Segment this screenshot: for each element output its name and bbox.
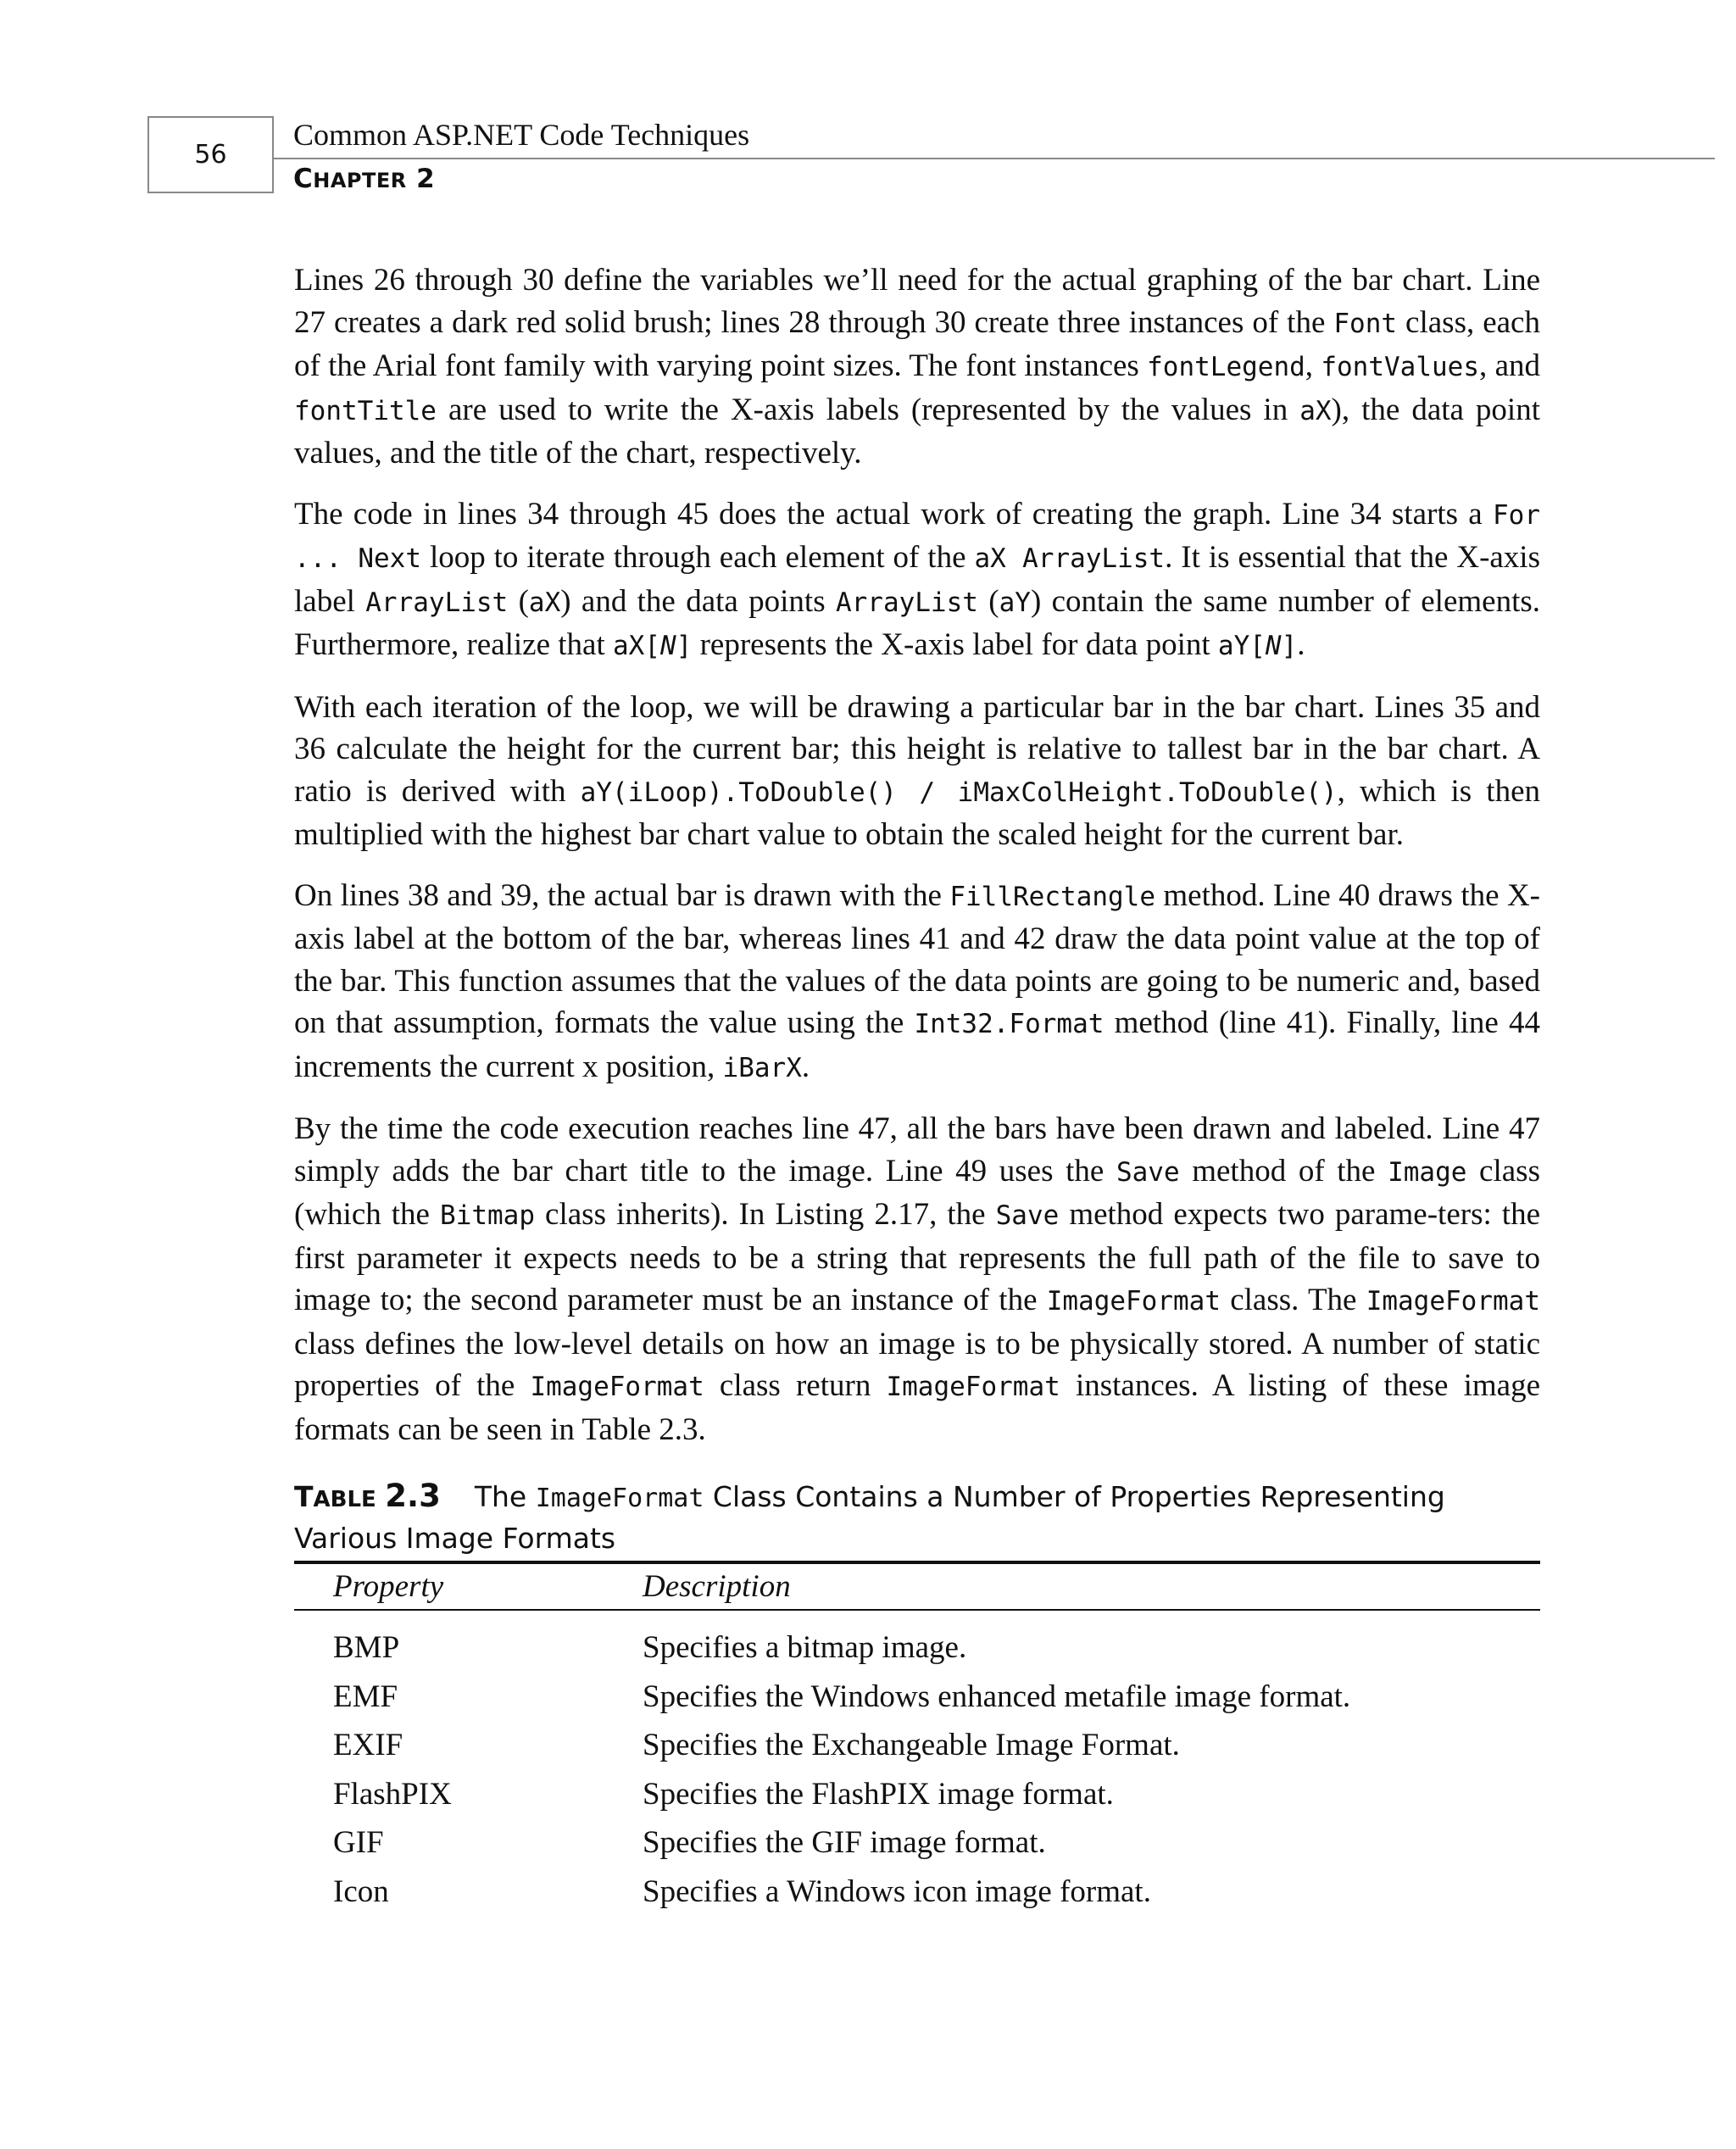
p2-code-part: N: [660, 631, 676, 661]
chapter-label: [293, 164, 435, 194]
p1-text: are used to write the X-axis labels (represented by the values in: [436, 392, 1300, 427]
chapter-number: 2: [416, 164, 436, 194]
p5-text: class. The: [1221, 1283, 1366, 1317]
p2-code-part: ]: [676, 631, 693, 661]
p2-text: . It is essential that the X-axis label: [294, 540, 1540, 619]
p1-code: aX: [1299, 395, 1332, 426]
p2-text: (: [508, 583, 529, 619]
p1-text: ), the data point values, and the title of the chart, respectively.: [294, 392, 1540, 470]
description-cell: Specifies a Windows icon image format.: [643, 1873, 1151, 1909]
p2-code: ArrayList: [835, 587, 978, 618]
property-cell: EXIF: [333, 1728, 403, 1762]
column-header-property: Property: [333, 1569, 444, 1604]
table-row: [294, 1868, 1540, 1917]
p4-text: On lines 38 and 39, the actual bar is drawn with the: [294, 877, 950, 913]
p5-text: class return: [704, 1368, 887, 1403]
property-cell: GIF: [333, 1825, 384, 1860]
p5-text: method expects two parame-ters: the first parameter it expects needs to be a string that represents the full path of the file to save to image to; the second parameter must be an instance of the: [294, 1197, 1540, 1317]
p5-text: class defines the low-level details on how an image is to be physically stored. A number of static properties of the: [294, 1326, 1540, 1403]
p2-code-part: ]: [1281, 631, 1298, 661]
table-body: [294, 1623, 1540, 1916]
p5-code: Save: [1116, 1156, 1180, 1188]
header-rule: [274, 158, 1715, 159]
caption-code: ImageFormat: [535, 1484, 704, 1513]
p4-code: iBarX: [722, 1052, 802, 1083]
p1-text: Lines 26 through 30 define the variables we’ll need for the actual graphing of the bar chart. Line 27 creates a dark red solid brush; lines 28 through 30 create three instances of the: [294, 263, 1540, 340]
p2-code-part: aY[: [1217, 631, 1266, 661]
table-label: [294, 1480, 376, 1513]
p1-text: class, each of the Arial font family with varying point sizes. The font instances: [294, 304, 1540, 383]
p2-text: The code in lines 34 through 45 does the actual work of creating the graph. Line 34 starts a: [294, 496, 1493, 532]
page-number: [147, 116, 274, 193]
caption-text: Class Contains a Number of Properties Representing Various Image Formats: [294, 1480, 1445, 1555]
table-row: [294, 1818, 1540, 1868]
p2-text: ) and the data points: [560, 583, 836, 619]
description-cell: Specifies the Windows enhanced metafile image format.: [643, 1679, 1351, 1714]
header-divider: [272, 116, 274, 193]
p2-code: aY: [999, 587, 1031, 618]
table-row: [294, 1623, 1540, 1673]
p5-code: ImageFormat: [530, 1372, 704, 1402]
p2-code: [1218, 631, 1297, 661]
property-cell: FlashPIX: [333, 1776, 452, 1812]
p5-text: instances. A listing of these image formats can be seen in Table 2.3.: [294, 1368, 1540, 1447]
table-row: [294, 1770, 1540, 1819]
p1-code: Font: [1333, 308, 1398, 339]
p1-code: fontLegend: [1147, 352, 1305, 382]
chapter-label-rest: HAPTER: [313, 169, 407, 192]
p5-text: method of the: [1179, 1153, 1388, 1189]
table-header-rule: [294, 1609, 1540, 1611]
p5-code: Image: [1388, 1156, 1467, 1188]
paragraph-5: [294, 1108, 1540, 1450]
description-cell: Specifies the FlashPIX image format.: [643, 1776, 1114, 1812]
table-number: 2.3: [385, 1478, 441, 1514]
p4-text: method. Line 40 draws the X-axis label at the bottom of the bar, whereas lines 41 and 42 draw the data point value at the top of the bar. This function assumes that the values of the data points are going to be numeric and, based on that assumption, formats the value using the: [294, 877, 1540, 1040]
p1-text: ,: [1305, 348, 1321, 383]
p1-code: fontTitle: [294, 395, 437, 426]
body-text: [294, 259, 1540, 1469]
table-row: [294, 1721, 1540, 1770]
p3-text: With each iteration of the loop, we will be drawing a particular bar in the bar chart. Lines 35 and 36 calculate the height for the current bar; this height is relative to tallest bar in the bar chart. A ratio is derived with: [294, 689, 1540, 809]
p5-text: class inherits). In Listing 2.17, the: [535, 1197, 996, 1232]
column-header-description: Description: [643, 1569, 791, 1604]
table-row: [294, 1673, 1540, 1722]
p2-code: [613, 631, 692, 661]
p1-text: , and: [1479, 348, 1540, 383]
p2-code-part: aX[: [613, 631, 660, 661]
p5-code: ImageFormat: [1046, 1286, 1221, 1317]
p4-text: .: [801, 1049, 810, 1084]
chapter-label-first: C: [293, 164, 314, 194]
paragraph-2: [294, 493, 1540, 668]
p2-code: aX ArrayList: [974, 543, 1166, 574]
p2-code: aX: [528, 587, 561, 618]
table-label-first: T: [294, 1480, 314, 1513]
p2-text: loop to iterate through each element of the: [421, 540, 975, 575]
paragraph-3: [294, 687, 1540, 856]
p2-code: ArrayList: [365, 587, 509, 618]
p5-code: Bitmap: [440, 1200, 536, 1231]
p2-text: ) contain the same number of elements. Furthermore, realize that: [294, 583, 1541, 662]
p3-text: , which is then multiplied with the highest bar chart value to obtain the scaled height for the current bar.: [294, 773, 1540, 852]
p5-code: ImageFormat: [1366, 1286, 1540, 1317]
p5-text: By the time the code execution reaches line 47, all the bars have been drawn and labeled. Line 47 simply adds the bar chart title to the image. Line 49 uses the: [294, 1111, 1540, 1189]
property-cell: EMF: [333, 1679, 398, 1714]
caption-text: The: [474, 1480, 536, 1513]
p2-text: (: [977, 583, 999, 619]
p4-code: Int32.Format: [914, 1009, 1104, 1039]
p3-code: aY(iLoop).ToDouble() / iMaxColHeight.ToDouble(): [580, 777, 1338, 808]
description-cell: Specifies the GIF image format.: [643, 1825, 1046, 1860]
p2-text: .: [1297, 627, 1305, 662]
p5-text: class (which the: [294, 1153, 1540, 1232]
property-cell: BMP: [333, 1630, 400, 1665]
p4-code: FillRectangle: [949, 881, 1155, 912]
paragraph-1: [294, 259, 1540, 475]
description-cell: Specifies the Exchangeable Image Format.: [643, 1728, 1180, 1762]
p2-code: For ... Next: [294, 499, 1540, 574]
property-cell: Icon: [333, 1873, 389, 1909]
description-cell: Specifies a bitmap image.: [643, 1630, 967, 1665]
p5-code: Save: [995, 1200, 1060, 1231]
table-label-rest: ABLE: [313, 1487, 376, 1512]
p1-code: fontValues: [1321, 352, 1479, 382]
table-caption: [294, 1477, 1540, 1558]
p2-code-part: N: [1265, 631, 1282, 661]
page-number-text: 56: [194, 140, 227, 170]
running-title: Common ASP.NET Code Techniques: [293, 118, 750, 152]
p5-code: ImageFormat: [886, 1372, 1060, 1402]
p2-text: represents the X-axis label for data point: [692, 627, 1218, 662]
paragraph-4: [294, 875, 1540, 1090]
p4-text: method (line 41). Finally, line 44 increments the current x position,: [294, 1005, 1540, 1084]
table-top-rule: [294, 1561, 1540, 1564]
